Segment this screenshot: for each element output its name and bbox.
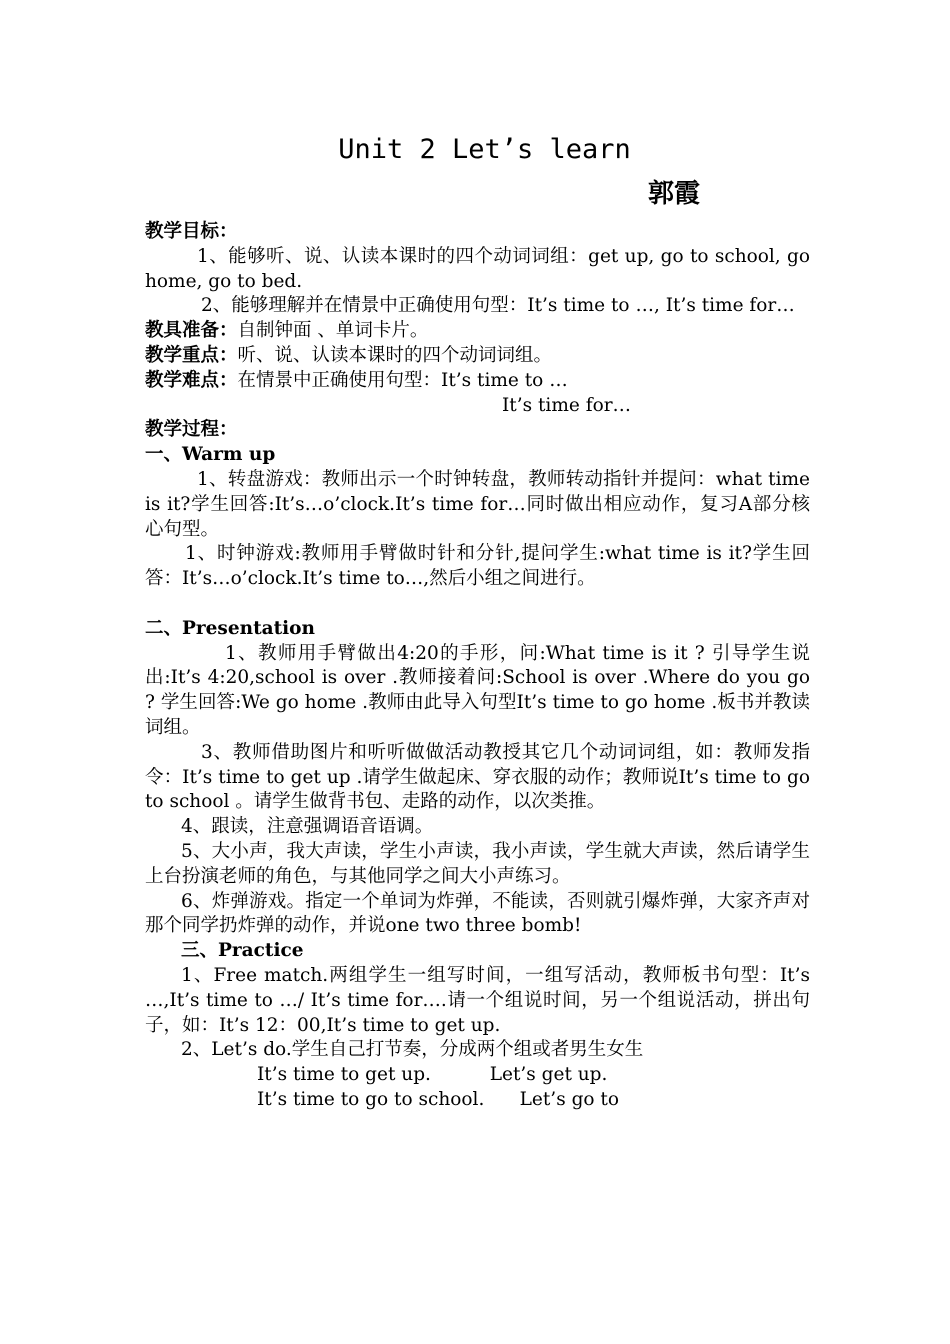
chant-line-1-b: Let’s get up. <box>489 1064 608 1086</box>
difficulty-label: 教学难点： <box>145 369 238 391</box>
presentation-paragraph-5: 6、炸弹游戏。指定一个单词为炸弹，不能读，否则就引爆炸弹，大家齐声对那个同学扔炸弹的动作，并说one two three bomb! <box>145 890 810 937</box>
tools-text: 自制钟面 、单词卡片。 <box>237 320 429 342</box>
difficulty-text-2: It’s time for… <box>502 394 632 416</box>
presentation-paragraph-2: 3、教师借助图片和听听做做活动教授其它几个动词词组，如：教师发指令：It’s time to get up .请学生做起床、穿衣服的动作；教师说It’s time to go to school 。请学生做背书包、走路的动作，以次类推。 <box>145 741 810 813</box>
chant-line-2-a: It’s time to go to school. <box>257 1088 485 1110</box>
difficulty-text: 在情景中正确使用句型：It’s time to … <box>237 369 568 391</box>
difficulty-row <box>145 369 810 394</box>
process-heading: 教学过程： <box>145 419 238 441</box>
goals-heading: 教学目标： <box>145 221 238 242</box>
tools-label: 教具准备： <box>145 320 238 342</box>
goal-item-2: 2、能够理解并在情景中正确使用句型：It’s time to …, It’s time for… <box>201 295 795 317</box>
practice-heading: 三、Practice <box>181 940 304 962</box>
chant-line-1-a: It’s time to get up. <box>257 1064 431 1086</box>
practice-paragraph-1: 1、Free match.两组学生一组写时间，一组写活动，教师板书句型：It’s …,It’s time to …/ It’s time for….请一个组说时间，另一个组说活动，拼出句子，如：It’s 12：00,It’s time to get up. <box>145 964 810 1036</box>
chant-line-2-b: Let’s go to <box>519 1088 619 1110</box>
focus-label: 教学重点： <box>145 344 238 366</box>
presentation-paragraph-4: 5、大小声，我大声读，学生小声读，我小声读，学生就大声读，然后请学生上台扮演老师的角色，与其他同学之间大小声练习。 <box>145 840 810 887</box>
goal-item-1: 1、能够听、说、认读本课时的四个动词词组：get up, go to school, go home, go to bed. <box>145 245 810 292</box>
focus-row <box>145 344 810 369</box>
chant-line-1 <box>145 1063 810 1088</box>
focus-text: 听、说、认读本课时的四个动词词组。 <box>237 344 553 366</box>
presentation-paragraph-3: 4、跟读，注意强调语音语调。 <box>181 816 434 838</box>
author-name: 郭霞 <box>647 179 700 209</box>
presentation-paragraph-1: 1、教师用手臂做出4:20的手形，问:What time is it ? 引导学生说出:It’s 4:20,school is over .教师接着问:School is over .Where do you go ? 学生回答:We go home .教师由此导入句型It’s time to go home .板书并教读词组。 <box>145 642 810 738</box>
warmup-paragraph-2: 1、时钟游戏:教师用手臂做时针和分针,提问学生:what time is it?学生回答：It’s…o’clock.It’s time to…,然后小组之间进行。 <box>145 543 810 590</box>
warmup-heading: 一、Warm up <box>145 444 276 466</box>
tools-row <box>145 319 810 344</box>
document-title: Unit 2 Let’s learn <box>338 134 631 165</box>
warmup-paragraph-1: 1、转盘游戏：教师出示一个时钟转盘，教师转动指针并提问：what time is it?学生回答:It’s…o’clock.It’s time for…同时做出相应动作，复习A部分核心句型。 <box>145 468 810 540</box>
presentation-heading: 二、Presentation <box>145 617 315 639</box>
practice-paragraph-2: 2、Let’s do.学生自己打节奏，分成两个组或者男生女生 <box>181 1039 644 1061</box>
blank-line <box>145 592 810 617</box>
chant-line-2 <box>145 1088 810 1113</box>
